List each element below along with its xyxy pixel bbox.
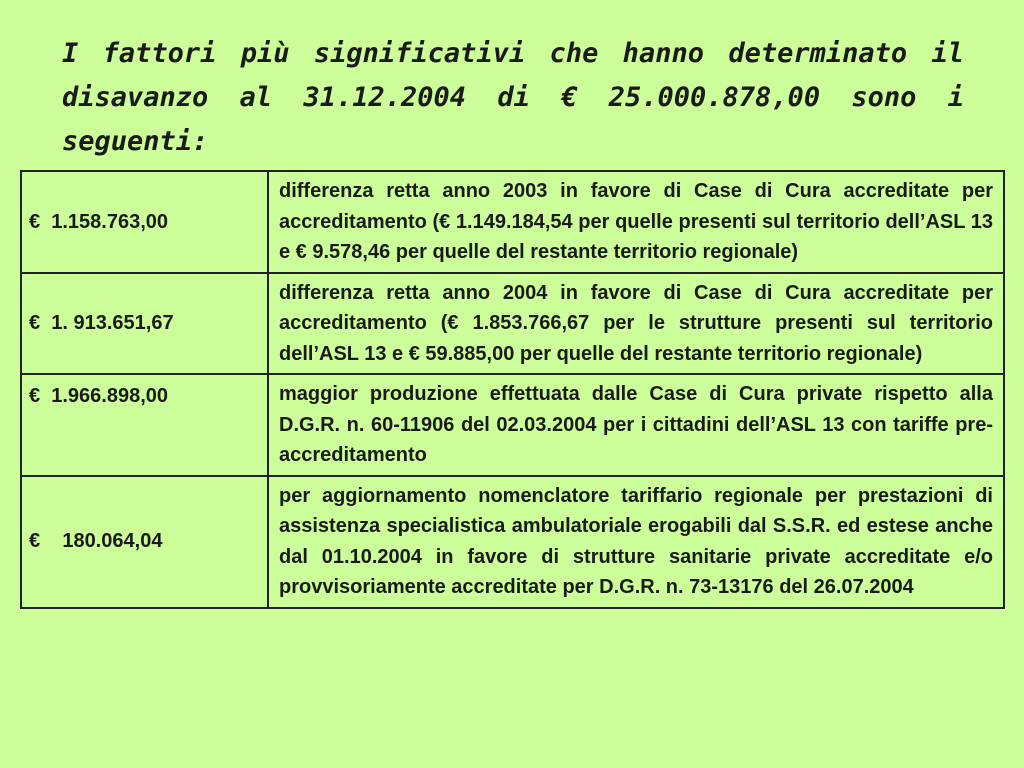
description-cell: per aggiornamento nomenclatore tariffario regionale per prestazioni di assistenza specialistica ambulatoriale erogabili dal S.S.R. ed estese anche dal 01.10.2004 in favore di strutture sanitarie private accreditate e/o provvisoriamente accreditate per D.G.R. n. 73-13176 del 26.07.2004 xyxy=(268,476,1004,608)
table-row xyxy=(21,171,1004,273)
slide-title: I fattori più significativi che hanno determinato il disavanzo al 31.12.2004 di € 25.000.878,00 sono i seguenti: xyxy=(62,38,964,157)
description-cell: differenza retta anno 2004 in favore di Case di Cura accreditate per accreditamento (€ 1.853.766,67 per le strutture presenti sul territorio dell’ASL 13 e € 59.885,00 per quelle del restante territorio regionale) xyxy=(268,273,1004,375)
amount-cell: € 1.966.898,00 xyxy=(21,374,268,476)
amount-cell: € 180.064,04 xyxy=(21,476,268,608)
deficit-factors-table xyxy=(20,170,1005,609)
amount-cell: € 1. 913.651,67 xyxy=(21,273,268,375)
amount-cell: € 1.158.763,00 xyxy=(21,171,268,273)
description-cell: differenza retta anno 2003 in favore di Case di Cura accreditate per accreditamento (€ 1.149.184,54 per quelle presenti sul territorio dell’ASL 13 e € 9.578,46 per quelle del restante territorio regionale) xyxy=(268,171,1004,273)
table-row xyxy=(21,476,1004,608)
table-row xyxy=(21,273,1004,375)
description-cell: maggior produzione effettuata dalle Case di Cura private rispetto alla D.G.R. n. 60-11906 del 02.03.2004 per i cittadini dell’ASL 13 con tariffe pre-accreditamento xyxy=(268,374,1004,476)
table-row xyxy=(21,374,1004,476)
